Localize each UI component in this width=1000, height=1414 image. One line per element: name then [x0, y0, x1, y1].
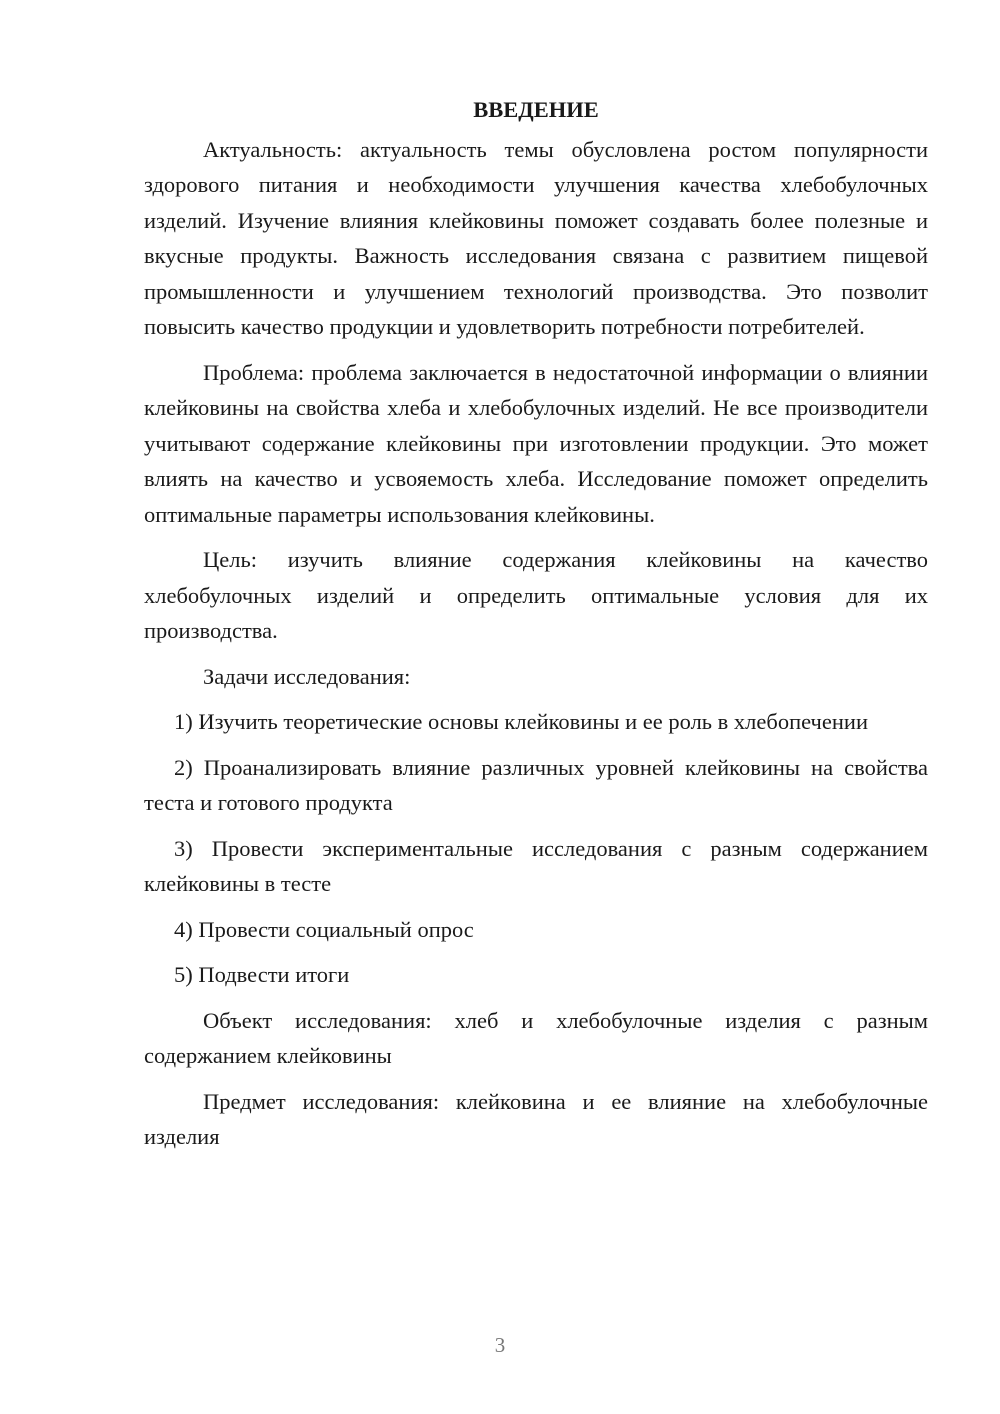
tasks-heading: Задачи исследования: — [203, 663, 411, 689]
page-number: 3 — [494, 1333, 506, 1357]
page-title: ВВЕДЕНИЕ — [473, 97, 599, 122]
goal-paragraph: Цель: изучить влияние содержания клейковины на качество хлебобулочных изделий и определить оптимальные условия для их производства. — [144, 547, 928, 643]
object-paragraph: Объект исследования: хлеб и хлебобулочные изделия с разным содержанием клейковины — [144, 1007, 928, 1068]
task-item-3: 3) Провести экспериментальные исследования с разным содержанием клейковины в тесте — [144, 835, 928, 896]
subject-paragraph: Предмет исследования: клейковина и ее влияние на хлебобулочные изделия — [144, 1088, 928, 1149]
document-page — [144, 92, 928, 1165]
task-item-1: 1) Изучить теоретические основы клейковины и ее роль в хлебопечении — [174, 709, 868, 734]
task-item-2: 2) Проанализировать влияние различных уровней клейковины на свойства теста и готового продукта — [144, 754, 928, 815]
problem-paragraph: Проблема: проблема заключается в недостаточной информации о влиянии клейковины на свойства хлеба и хлебобулочных изделий. Не все производители учитывают содержание клейковины при изготовлении продукции. Это может влиять на качество и усвояемость хлеба. Исследование поможет определить оптимальные параметры использования клейковины. — [144, 359, 928, 527]
task-item-4: 4) Провести социальный опрос — [174, 916, 474, 942]
task-item-5: 5) Подвести итоги — [174, 962, 350, 987]
relevance-paragraph: Актуальность: актуальность темы обусловлена ростом популярности здорового питания и необходимости улучшения качества хлебобулочных изделий. Изучение влияния клейковины поможет создавать более полезные и вкусные продукты. Важность исследования связана с развитием пищевой промышленности и улучшением технологий производства. Это позволит повысить качество продукции и удовлетворить потребности потребителей. — [144, 136, 928, 339]
